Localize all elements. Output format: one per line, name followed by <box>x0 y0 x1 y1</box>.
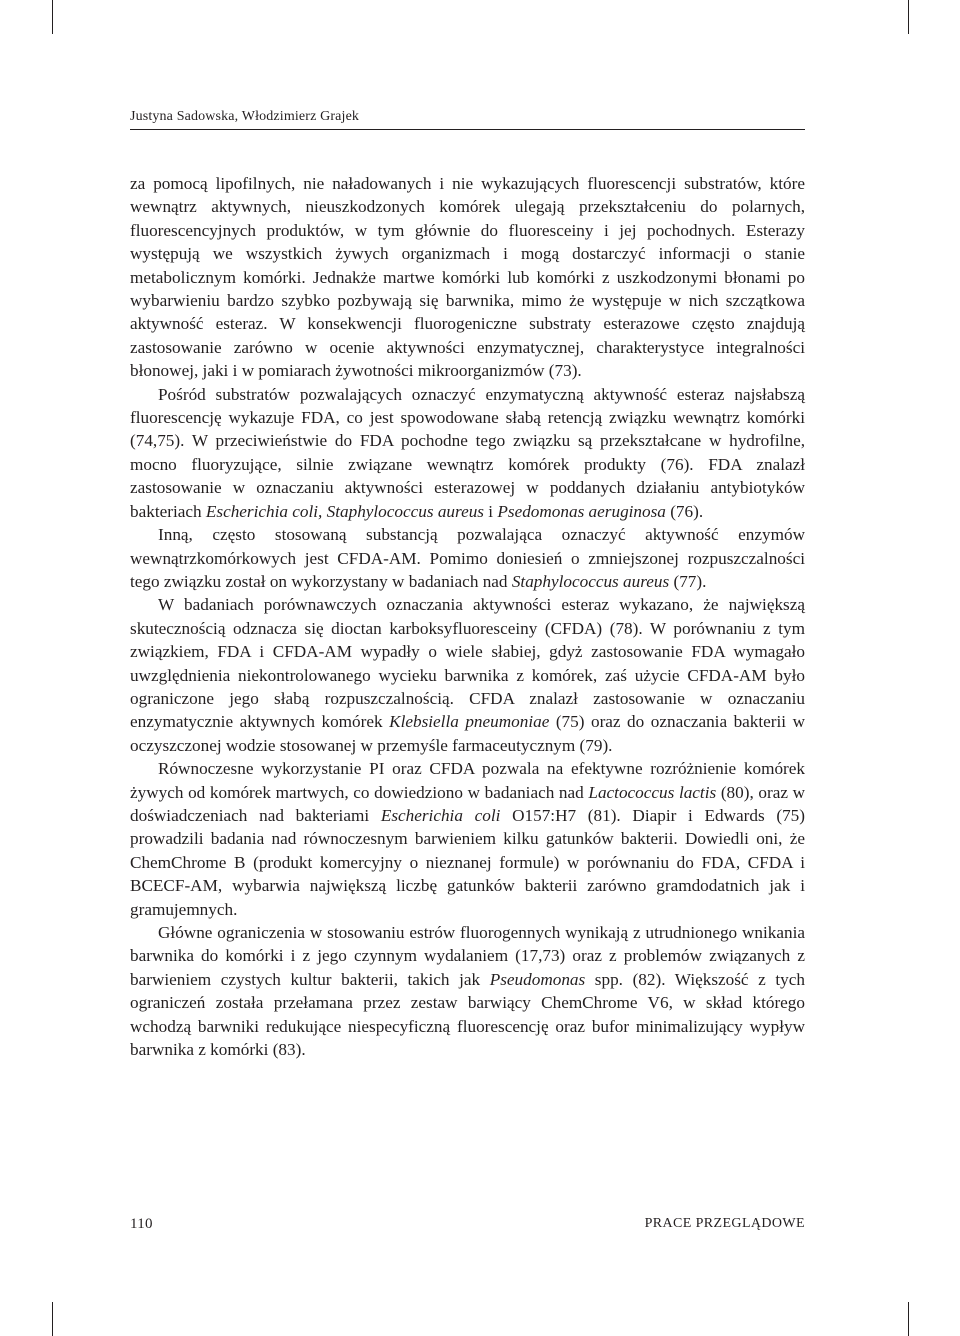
paragraph-6-text: Główne ograniczenia w stosowaniu estrów fluorogennych wynikają z utrudnionego wnikania barwnika do komórki i z jego czynnym wydalaniem (17,73) oraz z problemów związanych z barwieniem czystych kultur bakterii, takich jak <box>130 923 805 989</box>
paragraph-5-text: O157:H7 (81). Diapir i Edwards (75) prowadzili badania nad równoczesnym barwieniem kilku gatunków bakterii. Dowiedli oni, że ChemChrome B (produkt komercyjny o nieznanej formule) w porównaniu do FDA, CFDA i BCECF-AM, wybarwia największą liczbę gatunków bakterii zarówno gramdodatnich jak i gramujemnych. <box>130 805 805 919</box>
paragraph-5-text: Równoczesne wykorzystanie PI oraz CFDA pozwala na efektywne rozróżnienie komórek żywych od komórek martwych, co dowiedziono w badaniach nad <box>130 759 805 802</box>
paragraph-5-text: (80), oraz w doświadczeniach nad bakteriami <box>130 782 806 825</box>
paragraph-3-text: (77). <box>669 571 707 591</box>
paragraph-1-text: za pomocą lipofilnych, nie naładowanych i nie wykazujących fluorescencji substratów, które wewnątrz aktywnych, nieuszkodzonych komórek ulegają przekształceniu do polarnych, fluorescencyjnych produktów, w tym głównie do fluoresceiny i jej pochodnych. Esterazy występują we wszystkich żywych organizmach i mogą dostarczyć informacji o stanie metabolicznym komórki. Jednakże martwe komórki lub komórki z uszkodzonymi błonami po wybarwieniu bardzo szybko pozbywają się barwnika, mimo że występuje w nich szczątkowa aktywność esteraz. W konsekwencji fluorogeniczne substraty esterazowe często znajdują zastosowanie zarówno w ocenie aktywności enzymatycznej, charakterystyce integralności błonowej, jaki i w pomiarach żywotności mikroorganizmów (73). <box>130 174 805 381</box>
crop-mark-top-right <box>908 0 909 34</box>
paragraph-6-text: spp. (82). Większość z tych ograniczeń została przełamana przez zestaw barwiący ChemChrome V6, w skład którego wchodzą barwniki redukujące niespecyficzną fluorescencję oraz bufor minimalizujący wypływ barwnika z komórki (83). <box>130 969 805 1060</box>
paragraph-3-text: Inną, często stosowaną substancją pozwalająca oznaczyć aktywność enzymów wewnątrzkomórkowych jest CFDA-AM. Pomimo doniesień o zmniejszonej rozpuszczalności tego związku został on wykorzystany w badaniach nad <box>130 525 805 591</box>
paragraph-4 <box>130 593 805 757</box>
paragraph-2-text: Pośród substratów pozwalających oznaczyć enzymatyczną aktywność esteraz najsłabszą fluorescencję wykazuje FDA, co jest spowodowane słabą retencją związku wewnątrz komórki (74,75). W przeciwieństwie do FDA pochodne tego związku są przekształcane w hydrofilne, mocno fluoryzujące, silnie związane wewnątrz komórek produkty (76). FDA znalazł zastosowanie w oznaczaniu aktywności esterazowej w poddanych działaniu antybiotyków bakteriach <box>130 384 805 521</box>
paragraph-6 <box>130 921 805 1061</box>
species-name: Psedomonas aeruginosa <box>497 501 666 521</box>
journal-section-title: PRACE PRZEGLĄDOWE <box>644 1216 805 1231</box>
paragraph-3 <box>130 523 805 593</box>
paragraph-2 <box>130 383 805 523</box>
species-name: Staphylococcus aureus <box>511 571 670 591</box>
crop-mark-top-left <box>52 0 53 34</box>
species-name: Lactococcus lactis <box>588 782 717 802</box>
paragraph-4-text: (75) oraz do oznaczania bakterii w oczyszczonej wodzie stosowanej w przemyśle farmaceutycznym (79). <box>130 712 805 755</box>
paragraph-4-text: W badaniach porównawczych oznaczania aktywności esteraz wykazano, że największą skutecznością odznacza się dioctan karboksyfluoresceiny (CFDA) (78). W porównaniu z tym związkiem, FDA i CFDA-AM wypadły o wiele słabiej, gdyż zastosowanie FDA wymagało uwzględnienia niekontrolowanego wycieku barwnika z komórek, zaś użycie CFDA-AM było ograniczone jego słabą rozpuszczalnością. CFDA znalazł zastosowanie w oznaczaniu enzymatycznie aktywnych komórek <box>130 595 805 732</box>
paragraph-5 <box>130 757 805 921</box>
crop-mark-bottom-right <box>908 1302 909 1336</box>
species-name: Pseudomonas <box>489 969 586 989</box>
species-name: Escherichia coli <box>380 805 501 825</box>
paragraph-2-text: (76). <box>665 501 704 521</box>
running-head-authors: Justyna Sadowska, Włodzimierz Grajek <box>130 109 360 124</box>
paragraph-1 <box>130 172 805 383</box>
article-body <box>130 172 805 1061</box>
species-name: Escherichia coli, Staphylococcus aureus <box>205 501 484 521</box>
crop-mark-bottom-left <box>52 1302 53 1336</box>
species-name: Klebsiella pneumoniae <box>389 712 550 732</box>
running-head <box>130 108 805 130</box>
page-number: 110 <box>130 1216 153 1232</box>
paragraph-2-text: i <box>484 501 498 521</box>
